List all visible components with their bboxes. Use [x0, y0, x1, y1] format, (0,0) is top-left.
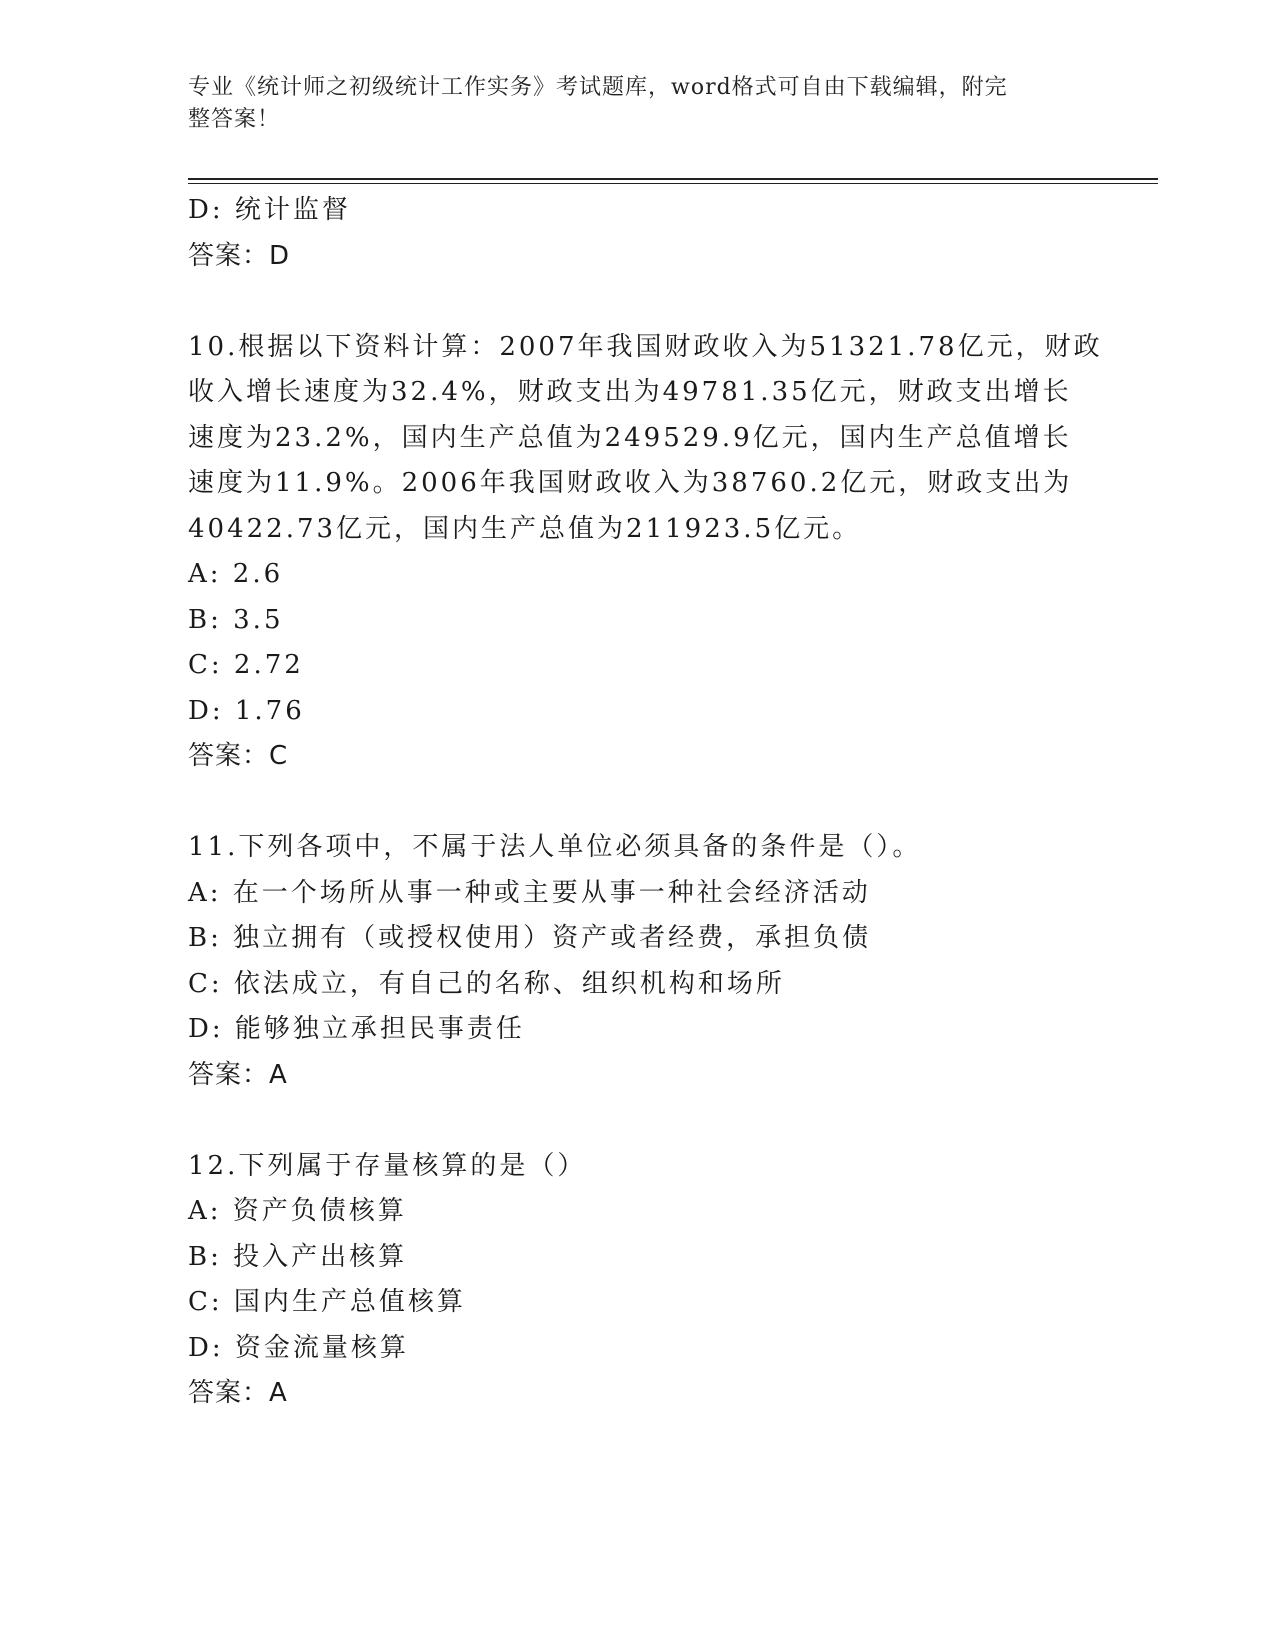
option-b: B: 3.5 — [188, 604, 284, 635]
stem-line: 速度为11.9%。2006年我国财政收入为38760.2亿元，财政支出为 — [188, 468, 1073, 498]
prev-question — [188, 188, 1088, 279]
spacer — [188, 1098, 1088, 1144]
option-a: A: 2.6 — [188, 559, 284, 589]
stem-line: 40422.73亿元，国内生产总值为211923.5亿元。 — [188, 513, 862, 544]
question-12 — [188, 1144, 1088, 1417]
option-a: A: 资产负债核算 — [188, 1196, 407, 1226]
question-stem — [188, 325, 1103, 553]
option-c: C: 国内生产总值核算 — [188, 1287, 466, 1317]
spacer — [188, 780, 1088, 826]
option-c: C: 2.72 — [188, 650, 304, 680]
header-line-1: 专业《统计师之初级统计工作实务》考试题库，word格式可自由下载编辑，附完 — [188, 75, 1008, 100]
stem-line: 10.根据以下资料计算：2007年我国财政收入为51321.78亿元，财政 — [188, 331, 1103, 362]
option-d: D: 能够独立承担民事责任 — [188, 1014, 525, 1044]
option-d: D: 统计监督 — [188, 195, 351, 225]
question-10 — [188, 325, 1103, 780]
document-header — [188, 72, 1068, 136]
answer-line: 答案：D — [188, 240, 291, 271]
header-line-2: 整答案！ — [188, 107, 281, 132]
option-a: A: 在一个场所从事一种或主要从事一种社会经济活动 — [188, 877, 871, 908]
answer-line: 答案：A — [188, 1378, 288, 1408]
option-b: B: 独立拥有（或授权使用）资产或者经费，承担负债 — [188, 923, 872, 953]
answer-line: 答案：A — [188, 1059, 288, 1090]
option-d: D: 资金流量核算 — [188, 1332, 409, 1363]
question-stem: 12.下列属于存量核算的是（） — [188, 1150, 587, 1181]
answer-line: 答案：C — [188, 741, 289, 771]
spacer — [188, 279, 1088, 325]
option-c: C: 依法成立，有自己的名称、组织机构和场所 — [188, 968, 785, 999]
stem-line: 速度为23.2%，国内生产总值为249529.9亿元，国内生产总值增长 — [188, 422, 1072, 453]
stem-line: 收入增长速度为32.4%，财政支出为49781.35亿元，财政支出增长 — [188, 377, 1072, 407]
question-11 — [188, 825, 1088, 1098]
option-b: B: 投入产出核算 — [188, 1241, 408, 1272]
header-divider-thick — [188, 178, 1158, 180]
option-d: D: 1.76 — [188, 695, 305, 726]
question-list — [188, 188, 1103, 1417]
question-stem: 11.下列各项中，不属于法人单位必须具备的条件是（）。 — [188, 832, 922, 862]
header-divider-thin — [188, 183, 1158, 184]
